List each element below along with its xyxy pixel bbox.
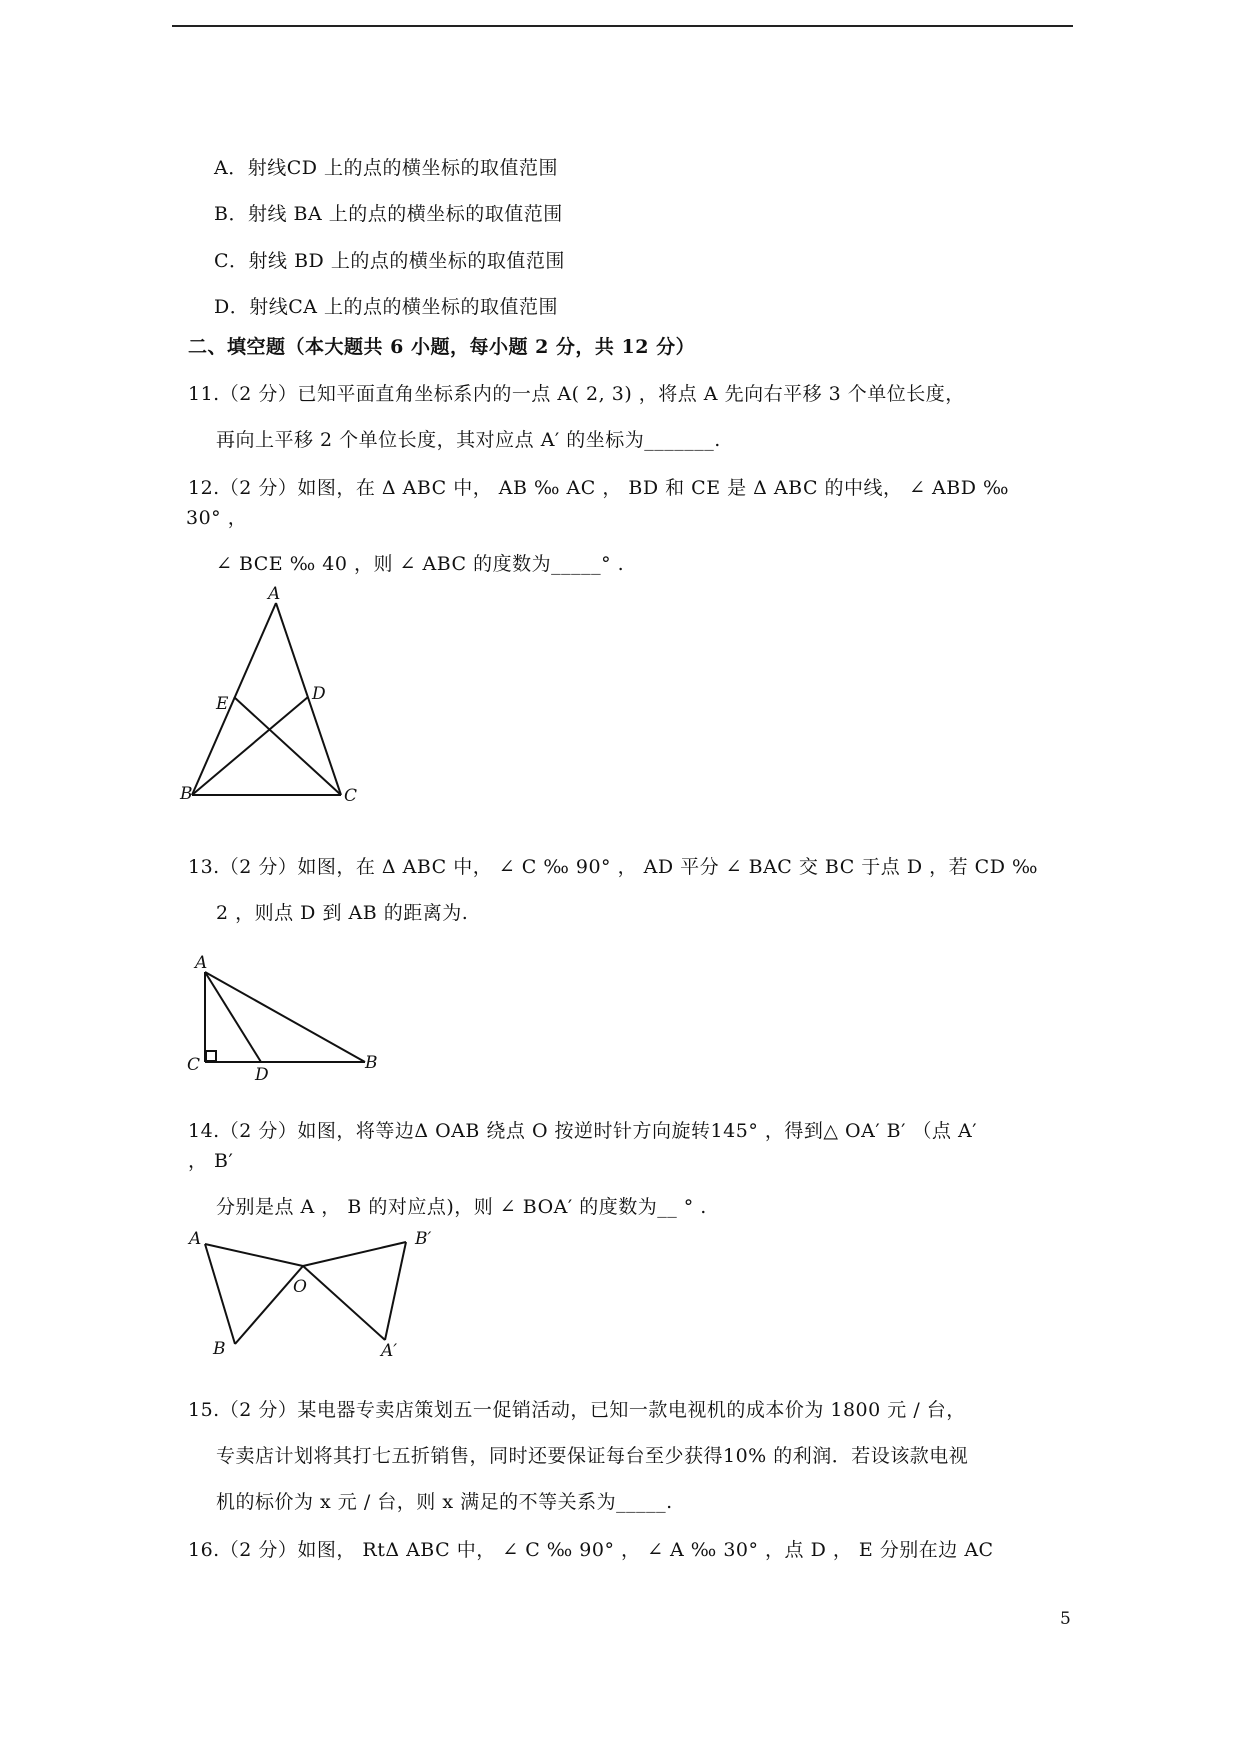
q16-line1: 16.（2 分）如图， RtΔ ABC 中， ∠ C ‰ 90° ， ∠ A ‰ 30° ，点 D ， E 分别在边 AC [188,1539,994,1561]
q13-triangle-figure [185,952,385,1085]
q15-line2: 专卖店计划将其打七五折销售，同时还要保证每台至少获得10% 的利润．若设该款电视 [216,1445,969,1467]
section-heading: 二、填空题（本大题共 6 小题，每小题 2 分，共 12 分） [188,336,696,358]
header-rule [172,25,1073,27]
q12-triangle-figure [180,585,380,805]
q12-label-c: C [344,786,358,806]
option-d: D．射线CA 上的点的横坐标的取值范围 [214,296,559,318]
q13-label-b: B [365,1053,378,1073]
q14-line1: 14.（2 分）如图，将等边Δ OAB 绕点 O 按逆时针方向旋转145° ，得到△ OA′ B′ （点 A′ [188,1120,978,1142]
q13-label-a: A [195,953,208,973]
q15-line3: 机的标价为 x 元 / 台，则 x 满足的不等关系为_____. [216,1491,673,1513]
q11-line1: 11.（2 分）已知平面直角坐标系内的一点 A( 2, 3) ，将点 A 先向右平移 3 个单位长度， [188,383,965,405]
q11-line2: 再向上平移 2 个单位长度，其对应点 A′ 的坐标为_______. [216,429,721,451]
q12-line3: ∠ BCE ‰ 40 ，则 ∠ ABC 的度数为_____° . [216,553,625,575]
q12-line2: 30° ， [186,507,248,529]
q12-line1: 12.（2 分）如图，在 Δ ABC 中， AB ‰ AC ， BD 和 CE 是 Δ ABC 的中线， ∠ ABD ‰ [188,477,1009,499]
option-b: B．射线 BA 上的点的横坐标的取值范围 [214,203,563,225]
q12-label-b: B [180,784,193,804]
q14-line2: ， B′ [188,1150,234,1172]
q12-label-a: A [268,584,281,604]
q14-label-b: B [213,1339,226,1359]
q15-line1: 15.（2 分）某电器专卖店策划五一促销活动，已知一款电视机的成本价为 1800 元 / 台， [188,1399,966,1421]
q13-line2: 2 ，则点 D 到 AB 的距离为. [216,902,469,924]
q14-label-b-prime: B′ [415,1229,432,1249]
page-number: 5 [1060,1609,1071,1629]
q12-label-e: E [216,694,229,714]
q13-label-d: D [255,1065,269,1085]
q12-label-d: D [312,684,326,704]
option-a: A．射线CD 上的点的横坐标的取值范围 [214,157,559,179]
q14-label-a: A [189,1229,202,1249]
q14-line3: 分别是点 A ， B 的对应点)，则 ∠ BOA′ 的度数为__ ° . [216,1196,707,1218]
q14-label-a-prime: A′ [381,1341,398,1361]
q14-label-o: O [293,1277,307,1297]
q14-rotation-figure [185,1226,445,1366]
q13-label-c: C [187,1055,201,1075]
q13-line1: 13.（2 分）如图，在 Δ ABC 中， ∠ C ‰ 90° ， AD 平分 ∠ BAC 交 BC 于点 D ，若 CD ‰ [188,856,1038,878]
option-c: C．射线 BD 上的点的横坐标的取值范围 [214,250,565,272]
